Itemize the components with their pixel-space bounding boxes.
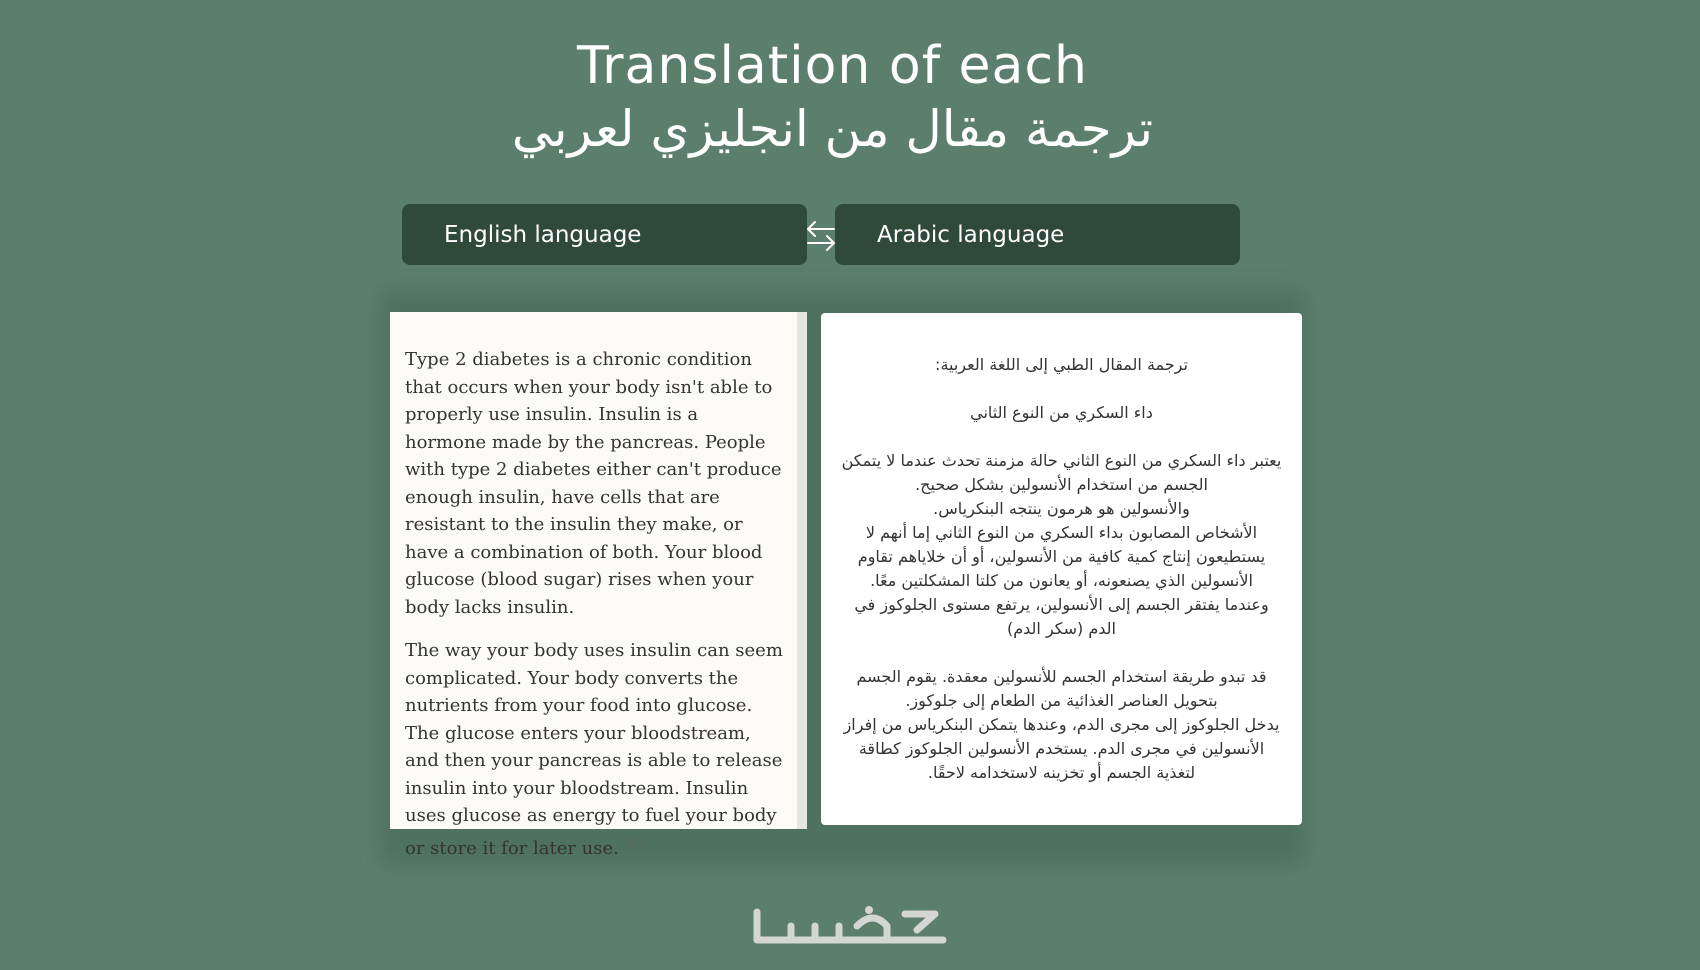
source-text-panel (390, 312, 807, 859)
target-language-selector[interactable] (835, 204, 1240, 265)
target-language-label: Arabic language (877, 221, 1065, 248)
translation-line: يعتبر داء السكري من النوع الثاني حالة مزمنة تحدث عندما لا يتمكن الجسم من استخدام الأنسولين بشكل صحيح. (841, 451, 1282, 494)
translation-line: الأشخاص المصابون بداء السكري من النوع الثاني إما أنهم لا يستطيعون إنتاج كمية كافية من الأنسولين، أو أن خلاياهم تقاوم الأنسولين الذي يصنعونه، أو يعانون من كلتا المشكلتين معًا. (857, 523, 1266, 590)
source-language-selector[interactable] (402, 204, 807, 265)
swap-arrows-icon[interactable] (804, 218, 838, 254)
page-title-arabic: ترجمة مقال من انجليزي لعربي (511, 100, 1154, 158)
translation-line: وعندما يفتقر الجسم إلى الأنسولين، يرتفع مستوى الجلوكوز في الدم (سكر الدم) (854, 595, 1269, 638)
source-paragraph: Type 2 diabetes is a chronic condition that occurs when your body isn't able to properly use insulin. Insulin is a hormone made by the pancreas. People with type 2 diabetes either can't produce enough insulin, have cells that are resistant to the insulin they make, or have a combination of both. Your blood glucose (blood sugar) rises when your body lacks insulin. (405, 349, 782, 618)
citation-link[interactable]: [1] (626, 835, 644, 850)
translation-line: قد تبدو طريقة استخدام الجسم للأنسولين معقدة. يقوم الجسم بتحويل العناصر الغذائية من الطعام إلى جلوكوز. (856, 667, 1267, 710)
source-language-label: English language (444, 221, 642, 248)
page-title: Translation of each (577, 36, 1088, 96)
translated-text-panel (821, 313, 1302, 825)
translation-subheading: داء السكري من النوع الثاني (970, 403, 1153, 422)
khamsat-logo (745, 900, 955, 955)
source-paragraph: The way your body uses insulin can seem complicated. Your body converts the nutrients from your food into glucose. The glucose enters your bloodstream, and then your pancreas is able to release insulin into your bloodstream. Insulin uses glucose as energy to fuel your body or store it for later use. [1] (405, 640, 783, 859)
translation-line: والأنسولين هو هرمون ينتجه البنكرياس. (933, 499, 1190, 518)
translation-heading: ترجمة المقال الطبي إلى اللغة العربية: (935, 355, 1188, 374)
translation-line: يدخل الجلوكوز إلى مجرى الدم، وعندها يتمكن البنكرياس من إفراز الأنسولين في مجرى الدم. يستخدم الأنسولين الجلوكوز كطاقة لتغذية الجسم أو تخزينه لاستخدامه لاحقًا. (843, 715, 1280, 782)
